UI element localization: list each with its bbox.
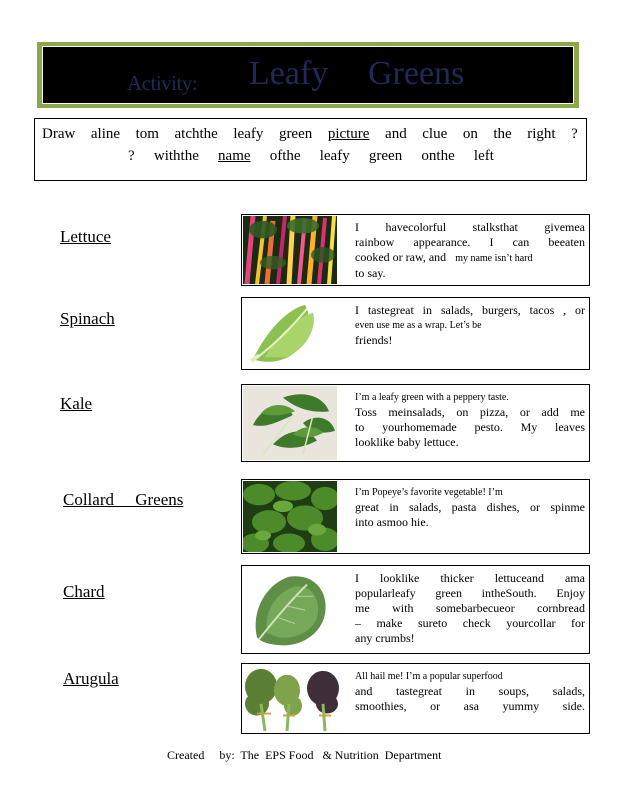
clue-line: great in salads, pasta dishes, or spinme (355, 500, 585, 514)
word: leafy (233, 126, 264, 142)
clue-line: looklike baby lettuce. (355, 435, 459, 449)
activity-label: Activity: (127, 71, 198, 95)
rainbow-chard-icon (243, 216, 337, 284)
arugula-leaves-icon (243, 386, 337, 460)
clue-text (355, 390, 585, 450)
clue-line: smoothies, or asa yummy side. (355, 699, 585, 713)
clue-card-6[interactable] (241, 663, 590, 734)
clue-line: into asmoo hie. (355, 515, 429, 529)
clue-line: popularleafy green intheSouth. Enjoy (355, 586, 585, 600)
clue-line: even use me as a wrap. Let’s be (355, 320, 482, 331)
title-word-leafy: Leafy (249, 55, 329, 92)
word: withthe (153, 148, 199, 164)
clue-line: I havecolorful stalksthat givemea (355, 220, 585, 234)
clue-card-3[interactable] (241, 384, 590, 462)
word: atchthe (174, 126, 218, 142)
instructions-box (34, 118, 587, 181)
clue-line: and tastegreat in soups, salads, (355, 684, 585, 698)
clue-line: to say. (355, 266, 386, 280)
clue-line: I’m Popeye’s favorite vegetable! I’m (355, 487, 503, 498)
clue-line: – make sureto check yourcollar for (355, 616, 585, 630)
instructions-line-1 (42, 126, 578, 143)
footer-credit: Created by: The EPS Food & Nutrition Department (167, 748, 442, 762)
clue-line: I looklike thicker lettuceand ama (355, 571, 585, 585)
clue-line (355, 250, 585, 266)
word: on (462, 126, 478, 142)
title-word-greens: Greens (368, 55, 465, 92)
word: ? (571, 126, 578, 142)
name-arugula[interactable]: Arugula (63, 669, 119, 688)
clue-line: friends! (355, 333, 393, 347)
word: green (368, 148, 403, 164)
clue-line: rainbow appearance. I can beeaten (355, 235, 585, 249)
clue-line: me with somebarbecueor cornbread (355, 601, 585, 615)
romaine-lettuce-icon (243, 299, 337, 368)
clue-line: I tastegreat in salads, burgers, tacos , or (355, 303, 585, 317)
word: ofthe (269, 148, 301, 164)
name-collard-greens[interactable]: Collard Greens (63, 490, 184, 509)
word: the (493, 126, 512, 142)
name-chard[interactable]: Chard (63, 582, 105, 601)
clue-line: I’m a leafy green with a peppery taste. (355, 392, 509, 403)
word: left (473, 148, 494, 164)
word: ? (128, 148, 135, 164)
word: and (385, 126, 407, 142)
name-lettuce[interactable]: Lettuce (60, 227, 111, 246)
spinach-leaves-icon (243, 481, 337, 552)
name-spinach[interactable]: Spinach (60, 309, 115, 328)
clue-card-2[interactable] (241, 297, 590, 370)
word: clue (422, 126, 448, 142)
clue-card-4[interactable] (241, 479, 590, 554)
clue-card-5[interactable] (241, 565, 590, 654)
word: right (527, 126, 556, 142)
name-kale[interactable]: Kale (60, 394, 93, 413)
clue-card-1[interactable] (241, 214, 590, 286)
word: aline (90, 126, 121, 142)
word: leafy (319, 148, 350, 164)
word-picture-underlined: picture (327, 126, 370, 142)
word: tom (135, 126, 159, 142)
clue-text (355, 571, 585, 646)
clue-text (355, 220, 585, 281)
word: green (278, 126, 313, 142)
word: Draw (42, 126, 76, 142)
clue-text (355, 485, 585, 530)
word-name-underlined: name (218, 148, 251, 164)
collard-leaves-icon (243, 567, 337, 652)
clue-line: any crumbs! (355, 631, 415, 645)
clue-line-small: my name isn’t hard (455, 253, 533, 264)
kale-bunches-icon (243, 665, 345, 732)
instructions-line-2 (128, 148, 494, 165)
title-banner-inner (42, 46, 574, 104)
clue-text (355, 303, 585, 348)
clue-line: Toss meinsalads, on pizza, or add me (355, 405, 585, 419)
clue-line-part: cooked or raw, and (355, 250, 447, 264)
clue-line: to yourhomemade pesto. My leaves (355, 420, 585, 434)
title-banner (37, 42, 579, 108)
clue-text (355, 669, 585, 714)
word: onthe (421, 148, 455, 164)
clue-line: All hail me! I’m a popular superfood (355, 671, 503, 682)
